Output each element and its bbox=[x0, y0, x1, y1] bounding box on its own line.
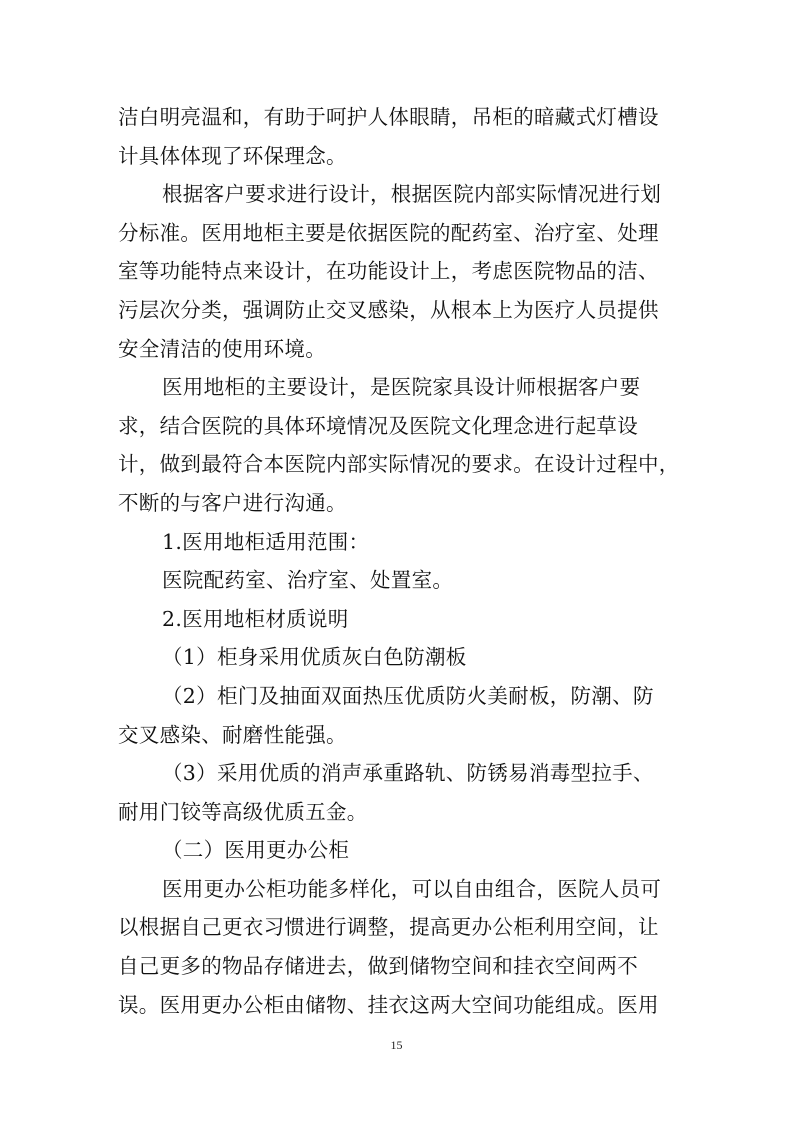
page-number: 15 bbox=[390, 1038, 403, 1052]
text-line: 洁白明亮温和，有助于呵护人体眼睛，吊柜的暗藏式灯槽设 bbox=[118, 105, 659, 129]
text-line: 交叉感染、耐磨性能强。 bbox=[118, 722, 347, 747]
material-item-1: （1）柜身采用优质灰白色防潮板 bbox=[162, 645, 467, 670]
paragraph-start-line: 医用更办公柜功能多样化，可以自由组合，医院人员可 bbox=[162, 876, 662, 901]
text-line: 安全清洁的使用环境。 bbox=[118, 336, 326, 361]
text-line: 计具体体现了环保理念。 bbox=[118, 143, 347, 168]
text-line: 误。医用更办公柜由储物、挂衣这两大空间功能组成。医用 bbox=[118, 992, 659, 1017]
text-line: 分标准。医用地柜主要是依据医院的配药室、治疗室、处理 bbox=[118, 220, 659, 245]
text-line: 不断的与客户进行沟通。 bbox=[118, 490, 347, 515]
material-item-2: （2）柜门及抽面双面热压优质防火美耐板，防潮、防 bbox=[162, 683, 654, 708]
text-line: 耐用门铰等高级优质五金。 bbox=[118, 799, 368, 824]
list-heading-material: 2.医用地柜材质说明 bbox=[162, 606, 349, 631]
section-heading: （二）医用更办公柜 bbox=[162, 838, 350, 863]
list-heading-scope: 1.医用地柜适用范围： bbox=[162, 529, 370, 554]
text-line: 室等功能特点来设计，在功能设计上，考虑医院物品的洁、 bbox=[118, 259, 659, 284]
text-line: 以根据自己更衣习惯进行调整，提高更办公柜利用空间，让 bbox=[118, 915, 659, 940]
body-text bbox=[118, 98, 678, 1024]
paragraph-start-line: 医用地柜的主要设计，是医院家具设计师根据客户要 bbox=[162, 375, 641, 400]
material-item-3: （3）采用优质的消声承重路轨、防锈易消毒型拉手、 bbox=[162, 761, 654, 786]
text-line: 自己更多的物品存储进去，做到储物空间和挂衣空间两不 bbox=[118, 954, 638, 979]
list-item-scope: 医院配药室、治疗室、处置室。 bbox=[162, 568, 454, 593]
paragraph-start-line: 根据客户要求进行设计，根据医院内部实际情况进行划 bbox=[162, 182, 662, 207]
text-line: 计，做到最符合本医院内部实际情况的要求。在设计过程中， bbox=[118, 452, 680, 477]
text-line: 求，结合医院的具体环境情况及医院文化理念进行起草设 bbox=[118, 413, 638, 438]
text-line: 污层次分类，强调防止交叉感染，从根本上为医疗人员提供 bbox=[118, 297, 659, 322]
